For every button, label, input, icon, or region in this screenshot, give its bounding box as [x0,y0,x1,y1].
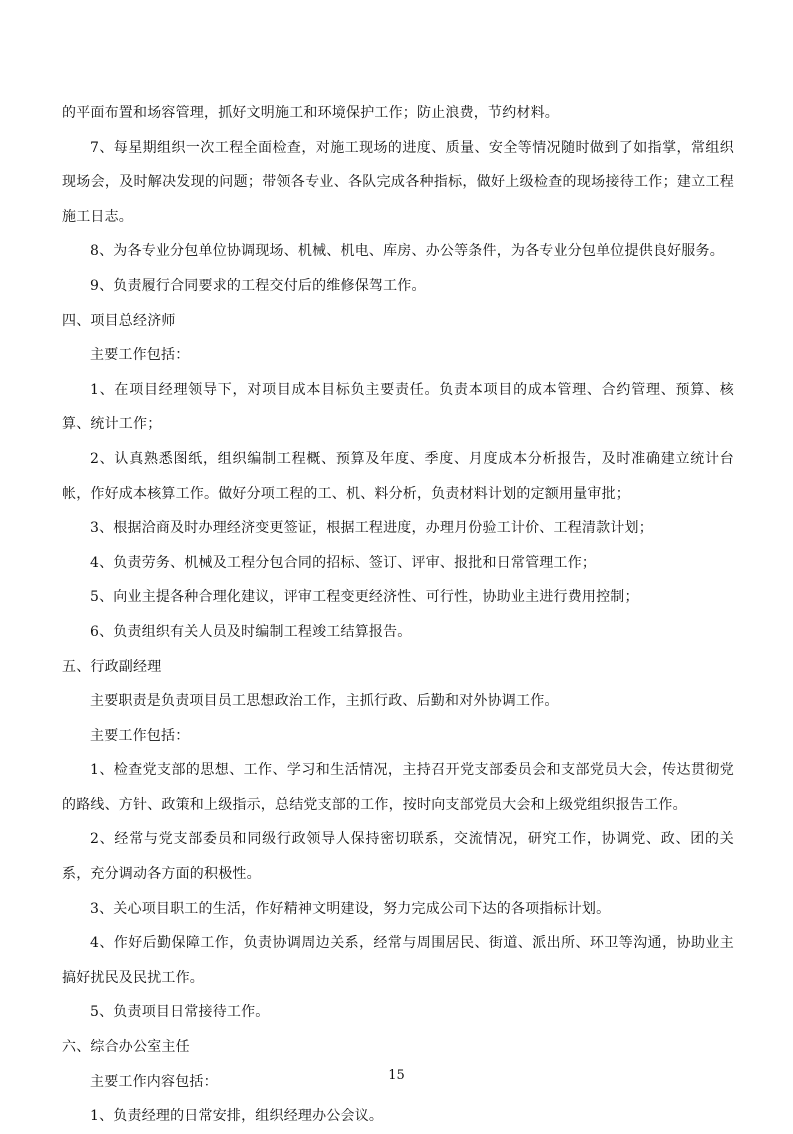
paragraph-item-7: 7、每星期组织一次工程全面检查，对施工现场的进度、质量、安全等情况随时做到了如指掌，常组织现场会，及时解决发现的问题；带领各专业、各队完成各种指标，做好上级检查的现场接待工作；建立工程施工日志。 [62,139,734,225]
section-heading-admin-deputy-manager: 五、行政副经理 [62,658,162,675]
paragraph-intro: 主要工作包括： [90,347,190,364]
paragraph-continuation: 的平面布置和场容管理，抓好文明施工和环境保护工作；防止浪费，节约材料。 [62,105,559,121]
paragraph-item: 4、作好后勤保障工作，负责协调周边关系，经常与周围居民、街道、派出所、环卫等沟通，协助业主搞好扰民及民扰工作。 [62,935,734,986]
paragraph-item: 1、检查党支部的思想、工作、学习和生活情况，主持召开党支部委员会和支部党员大会，传达贯彻党的路线、方针、政策和上级指示，总结党支部的工作，按时向支部党员大会和上级党组织报告工作。 [62,762,734,813]
page-number: 15 [388,1068,405,1083]
section-heading-office-director: 六、综合办公室主任 [62,1039,190,1056]
paragraph-intro: 主要工作包括： [90,727,190,744]
paragraph-item: 6、负责组织有关人员及时编制工程竣工结算报告。 [90,623,412,640]
paragraph-item: 4、负责劳务、机械及工程分包合同的招标、签订、评审、报批和日常管理工作； [90,554,597,571]
paragraph-intro: 主要工作内容包括： [90,1073,218,1090]
section-heading-chief-economist: 四、项目总经济师 [62,312,176,329]
paragraph-item: 3、根据洽商及时办理经济变更签证，根据工程进度，办理月份验工计价、工程清款计划； [90,520,653,537]
document-page [62,96,734,1134]
paragraph-item-9: 9、负责履行合同要求的工程交付后的维修保驾工作。 [90,277,426,294]
paragraph-item: 2、经常与党支部委员和同级行政领导人保持密切联系，交流情况，研究工作，协调党、政、团的关系，充分调动各方面的积极性。 [62,831,734,883]
paragraph-intro: 主要职责是负责项目员工思想政治工作，主抓行政、后勤和对外协调工作。 [90,693,559,710]
paragraph-item-8: 8、为各专业分包单位协调现场、机械、机电、库房、办公等条件，为各专业分包单位提供良好服务。 [90,243,724,260]
paragraph-item: 5、负责项目日常接待工作。 [90,1004,270,1021]
paragraph-item: 2、认真熟悉图纸，组织编制工程概、预算及年度、季度、月度成本分析报告，及时准确建立统计台帐，作好成本核算工作。做好分项工程的工、机、料分析，负责材料计划的定额用量审批； [62,450,734,502]
paragraph-item: 3、关心项目职工的生活，作好精神文明建设，努力完成公司下达的各项指标计划。 [90,900,611,917]
paragraph-item: 1、在项目经理领导下，对项目成本目标负主要责任。负责本项目的成本管理、合约管理、预算、核算、统计工作； [62,381,734,433]
paragraph-item: 1、负责经理的日常安排，组织经理办公会议。 [90,1108,384,1125]
paragraph-item: 5、向业主提各种合理化建议，评审工程变更经济性、可行性，协助业主进行费用控制； [90,589,639,606]
